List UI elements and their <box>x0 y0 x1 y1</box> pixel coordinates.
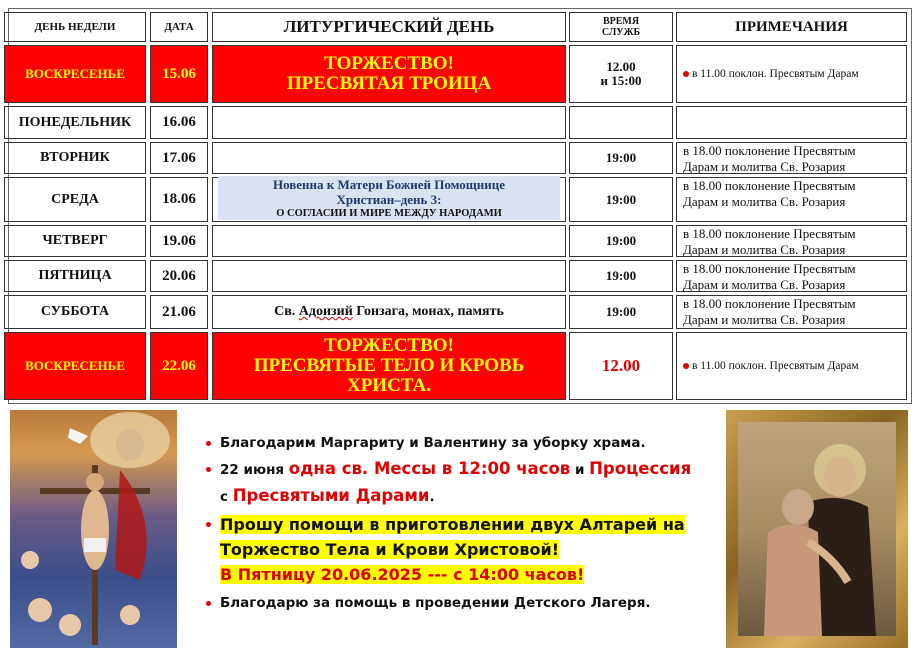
notice-text: Благодарю за помощь в проведении Детского Лагеря. <box>220 595 651 611</box>
row-date-cell <box>150 295 208 329</box>
row-date-cell <box>150 332 208 400</box>
header-date <box>150 12 208 42</box>
row-time-cell <box>569 332 673 400</box>
row-liturgical-cell <box>212 295 566 329</box>
note-text: в 11.00 поклон. Пресвятым Дарам <box>692 360 859 372</box>
note-text: Дарам и молитва Св. Розария <box>683 242 846 257</box>
day-label: ПЯТНИЦА <box>38 268 112 283</box>
novena-title: Новенна к Матери Божией Помощнице <box>272 177 506 192</box>
row-time-cell <box>569 260 673 292</box>
header-time <box>569 12 673 42</box>
note-text: Дарам и молитва Св. Розария <box>683 159 846 174</box>
notice-conj: и <box>570 462 590 478</box>
header-date-label: ДАТА <box>164 21 194 33</box>
date-label: 18.06 <box>162 191 196 207</box>
day-label: ВОСКРЕСЕНЬЕ <box>25 358 125 373</box>
header-liturgical-label: ЛИТУРГИЧЕСКИЙ ДЕНЬ <box>283 17 495 36</box>
row-liturgical-cell <box>212 332 566 400</box>
time-label: 19:00 <box>605 304 637 319</box>
row-time-cell <box>569 295 673 329</box>
date-label: 21.06 <box>162 303 196 320</box>
notice-thanks-cleaning <box>204 433 714 453</box>
row-liturgical-cell <box>212 45 566 103</box>
feast-name: ПРЕСВЯТАЯ ТРОИЦА <box>286 73 492 94</box>
row-day-cell <box>4 45 146 103</box>
day-label: СУББОТА <box>40 304 110 319</box>
note-text: в 18.00 поклонение Пресвятым <box>683 143 856 158</box>
row-note-cell <box>676 332 907 400</box>
date-label: 17.06 <box>162 149 196 166</box>
row-liturgical-cell <box>212 142 566 174</box>
header-time-line1: ВРЕМЯ <box>602 16 640 27</box>
header-day <box>4 12 146 42</box>
header-time-line2: СЛУЖБ <box>601 27 641 38</box>
header-day-label: ДЕНЬ НЕДЕЛИ <box>34 21 116 33</box>
memorial-prefix: Св. <box>274 304 299 319</box>
row-time-cell <box>569 45 673 103</box>
day-label: ЧЕТВЕРГ <box>42 233 108 248</box>
row-note-cell <box>676 106 907 139</box>
header-notes-label: ПРИМЕЧАНИЯ <box>735 18 848 35</box>
novena-day: Христиан–день 3: <box>336 192 442 207</box>
holy-trinity-painting <box>10 410 177 648</box>
saint-aloysius-painting <box>726 410 908 648</box>
note-text: в 18.00 поклонение Пресвятым <box>683 226 856 241</box>
row-liturgical-cell <box>212 225 566 257</box>
row-date-cell <box>150 260 208 292</box>
time-label: 19:00 <box>605 233 637 248</box>
holy-trinity-illustration <box>10 410 177 648</box>
row-time-cell <box>569 106 673 139</box>
time-label: 19:00 <box>605 191 637 207</box>
memorial-suffix: Гонзага, монах, память <box>352 304 504 319</box>
time-label: 19:00 <box>605 268 637 283</box>
row-date-cell <box>150 225 208 257</box>
note-text: Дарам и молитва Св. Розария <box>683 312 846 327</box>
memorial-name: Адоизий <box>298 304 353 319</box>
painting-canvas <box>738 422 896 636</box>
memorial-text <box>274 304 504 320</box>
date-label: 19.06 <box>162 232 196 249</box>
row-time-cell <box>569 177 673 222</box>
notice-mass-procession <box>204 456 714 510</box>
notice-thanks-camp <box>204 593 714 613</box>
row-liturgical-cell <box>212 260 566 292</box>
time-label: 12.00 <box>601 356 641 375</box>
notices-list <box>204 433 714 613</box>
row-date-cell <box>150 45 208 103</box>
day-label: ВТОРНИК <box>40 150 110 165</box>
row-note-cell <box>676 295 907 329</box>
notice-with: с <box>220 489 233 505</box>
row-day-cell <box>4 225 146 257</box>
header-notes <box>676 12 907 42</box>
day-label: ПОНЕДЕЛЬНИК <box>18 114 132 130</box>
note-text: в 18.00 поклонение Пресвятым <box>683 296 856 311</box>
row-day-cell <box>4 332 146 400</box>
time-label: 12.00 <box>606 59 636 74</box>
row-date-cell <box>150 106 208 139</box>
row-day-cell <box>4 177 146 222</box>
saint-aloysius-illustration <box>738 422 896 636</box>
date-label: 15.06 <box>162 65 196 82</box>
notice-altars-time: В Пятницу 20.06.2025 --- с 14:00 часов! <box>220 565 585 584</box>
notice-altars-line2: Торжество Тела и Крови Христовой! <box>220 540 560 559</box>
time-label: 19:00 <box>605 150 637 165</box>
note-text: Дарам и молитва Св. Розария <box>683 194 846 209</box>
row-note-cell <box>676 142 907 174</box>
notice-sacrament: Пресвятыми Дарами <box>232 486 430 505</box>
row-note-cell <box>676 177 907 222</box>
notice-mass: одна св. Мессы в 12:00 часов <box>288 459 571 478</box>
row-day-cell <box>4 295 146 329</box>
notice-text: Благодарим Маргариту и Валентину за уборку храма. <box>220 435 646 451</box>
row-time-cell <box>569 142 673 174</box>
day-label: ВОСКРЕСЕНЬЕ <box>25 66 125 81</box>
row-date-cell <box>150 142 208 174</box>
note-text: в 18.00 поклонение Пресвятым <box>683 261 856 276</box>
row-date-cell <box>150 177 208 222</box>
time-label: и 15:00 <box>600 73 642 88</box>
bullet-icon <box>683 71 689 77</box>
date-label: 16.06 <box>162 114 196 130</box>
note-text: в 11.00 поклон. Пресвятым Дарам <box>692 68 859 80</box>
row-day-cell <box>4 260 146 292</box>
novena-intention: О СОГЛАСИИ И МИРЕ МЕЖДУ НАРОДАМИ <box>276 208 502 219</box>
date-label: 20.06 <box>162 267 196 284</box>
day-label: СРЕДА <box>51 191 99 207</box>
notice-date: 22 июня <box>220 462 289 478</box>
row-note-cell <box>676 225 907 257</box>
header-liturgical <box>212 12 566 42</box>
note-text: Дарам и молитва Св. Розария <box>683 277 846 292</box>
feast-title: ТОРЖЕСТВО! <box>324 53 454 74</box>
notice-altars-request <box>204 512 714 587</box>
notice-procession: Процессия <box>589 459 692 478</box>
row-note-cell <box>676 45 907 103</box>
notice-altars-line1: Прошу помощи в приготовлении двух Алтарей на <box>220 515 685 534</box>
feast-name: ХРИСТА. <box>346 375 432 396</box>
row-time-cell <box>569 225 673 257</box>
row-day-cell <box>4 106 146 139</box>
novena-box <box>218 176 560 220</box>
feast-name: ПРЕСВЯТЫЕ ТЕЛО И КРОВЬ <box>253 355 525 376</box>
note-text: в 18.00 поклонение Пресвятым <box>683 178 856 193</box>
date-label: 22.06 <box>162 357 196 374</box>
notice-period: . <box>429 489 435 505</box>
row-note-cell <box>676 260 907 292</box>
feast-title: ТОРЖЕСТВО! <box>324 335 454 356</box>
row-day-cell <box>4 142 146 174</box>
bullet-icon <box>683 363 689 369</box>
row-liturgical-cell <box>212 106 566 139</box>
